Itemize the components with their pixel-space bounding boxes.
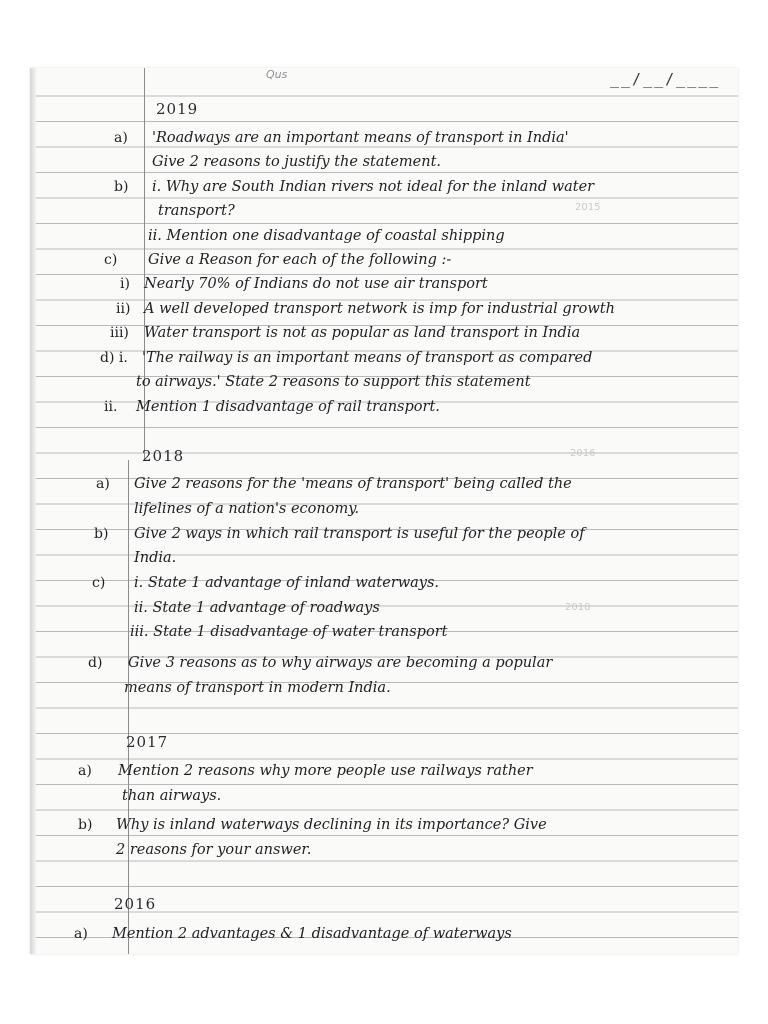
question-label: b)	[94, 526, 109, 542]
notebook-page	[30, 68, 738, 954]
question-text: India.	[134, 550, 177, 566]
bleed-through-mark: 2016	[570, 448, 596, 459]
question-label: a)	[78, 763, 92, 779]
question-text: Mention 2 advantages & 1 disadvantage of waterways	[112, 926, 512, 942]
question-text: ii. Mention one disadvantage of coastal shipping	[148, 228, 505, 244]
question-text: ii. State 1 advantage of roadways	[134, 600, 380, 616]
question-text: than airways.	[122, 788, 222, 804]
question-label: b)	[78, 817, 93, 833]
date-field: __/__/____	[610, 70, 721, 88]
question-text: transport?	[158, 203, 235, 219]
question-text: lifelines of a nation's economy.	[134, 501, 360, 517]
question-text: Why is inland waterways declining in its importance? Give	[116, 817, 547, 833]
bleed-through-mark: 2015	[575, 202, 601, 213]
question-text: i. State 1 advantage of inland waterways.	[134, 575, 440, 591]
question-text: 'The railway is an important means of transport as compared	[142, 350, 593, 366]
question-text: 2 reasons for your answer.	[116, 842, 312, 858]
question-text: Give 2 ways in which rail transport is useful for the people of	[134, 526, 585, 542]
section-year: 2019	[156, 100, 199, 118]
section-year: 2017	[126, 733, 169, 751]
question-text: means of transport in modern India.	[124, 680, 391, 696]
section-year: 2018	[142, 447, 185, 465]
question-label: b)	[114, 179, 129, 195]
question-text: Water transport is not as popular as land transport in India	[144, 325, 581, 341]
question-label: a)	[96, 476, 110, 492]
question-text: Give a Reason for each of the following :-	[148, 252, 452, 268]
page-binding-edge	[30, 68, 36, 954]
question-text: Give 3 reasons as to why airways are becoming a popular	[128, 655, 553, 671]
question-text: 'Roadways are an important means of transport in India'	[152, 130, 569, 146]
top-mark: Qus	[266, 68, 288, 81]
question-label: c)	[92, 575, 106, 591]
question-label: a)	[74, 926, 88, 942]
question-label: ii)	[116, 301, 131, 317]
bleed-through-mark: 2018	[565, 602, 591, 613]
question-label: ii.	[104, 399, 118, 415]
question-text: Mention 1 disadvantage of rail transport.	[136, 399, 440, 415]
question-text: A well developed transport network is imp for industrial growth	[144, 301, 615, 317]
question-label: d) i.	[100, 350, 128, 366]
question-text: i. Why are South Indian rivers not ideal for the inland water	[152, 179, 595, 195]
question-label: iii)	[110, 325, 129, 341]
question-text: Give 2 reasons to justify the statement.	[152, 154, 442, 170]
question-text: iii. State 1 disadvantage of water transport	[130, 624, 448, 640]
question-label: a)	[114, 130, 128, 146]
margin-line-lower	[128, 460, 129, 954]
question-text: Give 2 reasons for the 'means of transport' being called the	[134, 476, 572, 492]
question-text: Mention 2 reasons why more people use railways rather	[118, 763, 533, 779]
question-label: i)	[120, 276, 130, 292]
question-label: d)	[88, 655, 103, 671]
section-year: 2016	[114, 895, 157, 913]
question-text: to airways.' State 2 reasons to support this statement	[136, 374, 531, 390]
question-text: Nearly 70% of Indians do not use air transport	[144, 276, 488, 292]
question-label: c)	[104, 252, 118, 268]
